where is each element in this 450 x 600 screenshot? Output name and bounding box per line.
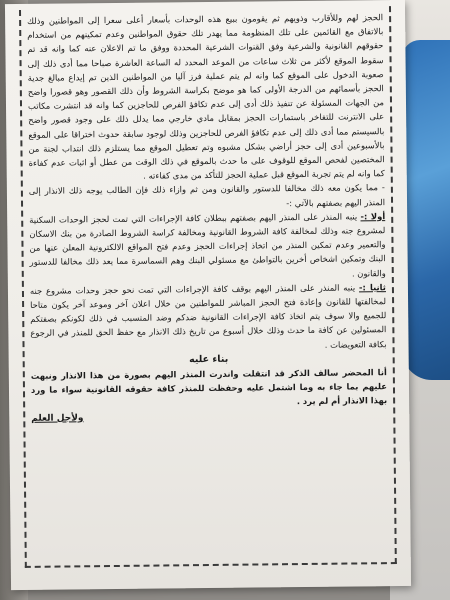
section-second-text: ينبه المنذر على المنذر اليهم بوقف كافة الإجراءات التي تمت نحو حجز وحدات مشروع جنه لمخالفتها للقانون وإعادة فتح الحجز المباشر للمواطنين من خلال اعلان آخر وموعد آخر يكون متاحا للجميع والا سوف يتم اتخاذ كافة الإجراءات القانونية ضدكم وضد المتسبب في ذلك لكونكم بصفتكم المسئولين عن كافة ما حدث وذلك خلال أسبوع من تاريخ ذلك الانذار مع حفظ الحق للمنذر في الرجوع بكافة التعويضات . — [29, 282, 387, 350]
document-body — [27, 10, 387, 426]
section-first-label: أولا :- — [360, 210, 386, 222]
closing-paragraph: أنا المحضر سالف الذكر قد انتقلت واندرت المنذر اليهم بصورة من هذا الانذار ونبهت عليهم بما جاء به وما اشتمل عليه وحفظت للمنذر كافة حقوقه القانونية سواء ما ورد بهذا الانذار أم لم يرد . — [30, 367, 388, 407]
background-blue-fabric — [402, 40, 450, 380]
section-second — [30, 280, 387, 355]
body-paragraph-1: الحجز لهم وللأقارب وذويهم ثم يقومون ببيع هذه الوحدات بأسعار أعلى سعرا إلى المواطنين وذلك بالاتفاق مع القائمين على تلك المنظومة مما يهدر تلك حقوق المواطنين وعدم تمكينهم من استخدام حقوقهم القانونية والشرعية وفق القنوات الشرعية المحددة ووفق ما تم الاعلان عنه كما وانه قد تم سقوط الموقع لأكثر من ثلاث ساعات من الموعد المحدد له الساعة العاشرة صباحا مما أدى ذلك إلى صعوبة الدخول على الموقع كما وانه لم يتم عملية فرز آليا من المواطنين الذين تم إيداع مبالغ جدية الحجز بأسمائهم من الدرجة الأولى كما هو موضح بكراسة الشروط وأن ذلك القصور وهو قصورا واضح من الجهات المسئولة عن تنفيذ ذلك أدى إلى عدم تكافؤ الفرص للحاجزين كما وانه قد انتشرت مكاتب على الانترنت للتفاخر باستمارات الحجز بمقابل مادي خارجي مما يدلل ذلك على وجود قصور واضح بالسيستم مما أدى ذلك إلى عدم تكافؤ الفرص للحاجزين وذلك لوجود سابقة حدوث اختراقا على الموقع بالأسبوعين أدى إلى حجز أراضي بشكل مشبوه وتم تعطيل الموقع مما يستلزم ذلك انتداب لجنة من المختصين لفحص الموقع للوقوف على ما حدث بالموقع في ذلك الوقت من عطل أو اثبات عدم كفاءة كما وانه لم يتم تجربة الموقع قبل عملية الحجز للتأكد من مدى كفاءته . — [27, 12, 385, 181]
intro-line: - مما يكون معه ذلك مخالفا للدستور والقانون ومن ثم وازاء ذلك فإن الطالب يوجه ذلك الانذار إلى المنذر اليهم بصفتهم بالآتي :- — [28, 182, 386, 208]
signature-line: ولأجل العلم — [31, 412, 84, 424]
section-first-text: ينبه المنذر على المنذر اليهم بصفتهم ببطلان كافة الإجراءات التي تمت لحجز الوحدات السكنية لمشروع جنه وذلك لمخالفة كافة الشروط القانونية ومخالفة كراسة الشروط الصادرة من بنك الاسكان والتعمير وعدم تمكين المنذر من اتخاذ إجراءات الحجز وعدم فتح المواقع الالكترونية المعلن عنها من البنك وتمكين اشخاص أخرين بالتواطئ مع مسئولي البنك وهم السماسرة مما يعد ذلك مخالفا للدستور والقانون . — [29, 211, 386, 279]
document-page — [5, 0, 411, 590]
section-heading: بناء عليه — [189, 353, 229, 366]
section-second-label: ثانيا :- — [358, 281, 386, 293]
section-first — [29, 209, 386, 284]
